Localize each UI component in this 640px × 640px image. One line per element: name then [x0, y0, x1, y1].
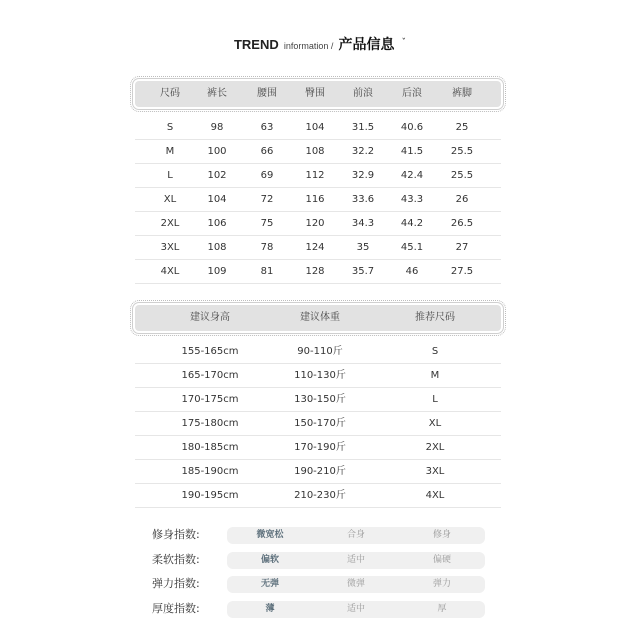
table-cell: 32.9 [351, 170, 375, 181]
table-cell: 78 [260, 242, 274, 253]
table-cell: M [430, 370, 440, 381]
table-cell: 42.4 [400, 170, 424, 181]
table-cell: 185-190cm [181, 466, 239, 477]
table-cell: 46 [405, 266, 419, 277]
index-bar [227, 601, 485, 618]
table-cell: 102 [207, 170, 227, 181]
table-cell: 43.3 [400, 194, 424, 205]
index-option: 微宽松 [256, 530, 284, 540]
column-header: 推荐尺码 [415, 312, 455, 323]
index-row [152, 526, 492, 551]
size-table [135, 81, 501, 284]
index-option: 合身 [346, 530, 365, 540]
size-table-header [135, 81, 501, 107]
index-bar [227, 576, 485, 593]
table-cell: 112 [305, 170, 325, 181]
table-cell: 170-190斤 [294, 442, 346, 453]
table-cell: XL [163, 194, 177, 205]
index-option: 修身 [432, 530, 451, 540]
index-row [152, 551, 492, 576]
table-row [135, 188, 501, 212]
table-cell: 31.5 [351, 122, 375, 133]
column-header: 臀围 [305, 88, 325, 99]
page-title [0, 34, 640, 54]
table-cell: 128 [305, 266, 325, 277]
rec-table-header [135, 305, 501, 331]
table-cell: 26.5 [450, 218, 474, 229]
table-row [135, 436, 501, 460]
index-label: 厚度指数: [152, 601, 200, 615]
table-cell: 34.3 [351, 218, 375, 229]
table-cell: XL [428, 418, 442, 429]
chevron-down-icon: ˇ [401, 38, 407, 48]
table-cell: 66 [260, 146, 274, 157]
table-cell: 35.7 [351, 266, 375, 277]
table-cell: 63 [260, 122, 274, 133]
table-cell: 32.2 [351, 146, 375, 157]
table-cell: 72 [260, 194, 274, 205]
index-option: 微弹 [346, 579, 365, 589]
table-cell: 44.2 [400, 218, 424, 229]
size-table-body [135, 116, 501, 284]
table-cell: M [165, 146, 175, 157]
table-row [135, 340, 501, 364]
column-header: 裤长 [207, 88, 227, 99]
table-row [135, 412, 501, 436]
table-cell: 120 [305, 218, 325, 229]
table-cell: 104 [207, 194, 227, 205]
table-cell: 106 [207, 218, 227, 229]
table-row [135, 236, 501, 260]
table-cell: 25.5 [450, 170, 474, 181]
table-cell: 104 [305, 122, 325, 133]
table-row [135, 460, 501, 484]
table-cell: 100 [207, 146, 227, 157]
table-cell: 108 [207, 242, 227, 253]
table-cell: 27.5 [450, 266, 474, 277]
table-cell: 155-165cm [181, 346, 239, 357]
column-header: 尺码 [160, 88, 180, 99]
table-cell: 2XL [160, 218, 180, 229]
table-cell: L [167, 170, 173, 181]
index-option: 适中 [346, 554, 365, 565]
table-cell: 2XL [425, 442, 445, 453]
table-cell: 190-210斤 [294, 466, 346, 477]
table-cell: 110-130斤 [294, 370, 346, 381]
index-option: 薄 [265, 603, 275, 614]
index-bar [227, 552, 485, 569]
title-cn: 产品信息 [338, 37, 395, 53]
index-option: 无弹 [260, 579, 279, 589]
table-cell: 109 [207, 266, 227, 277]
table-cell: 124 [305, 242, 325, 253]
table-cell: 150-170斤 [294, 418, 346, 429]
index-option: 厚 [437, 603, 447, 614]
table-cell: 175-180cm [181, 418, 239, 429]
column-header: 后浪 [402, 88, 422, 99]
index-label: 修身指数: [152, 528, 200, 541]
column-header: 建议身高 [190, 312, 230, 323]
index-option: 偏硬 [432, 554, 451, 565]
index-option: 适中 [346, 603, 365, 614]
index-bar [227, 527, 485, 544]
column-header: 腰围 [257, 88, 277, 99]
table-cell: 33.6 [351, 194, 375, 205]
table-cell: 3XL [425, 466, 445, 477]
table-cell: 40.6 [400, 122, 424, 133]
table-row [135, 388, 501, 412]
index-row [152, 575, 492, 600]
table-cell: 4XL [160, 266, 180, 277]
table-cell: 41.5 [400, 146, 424, 157]
table-cell: 180-185cm [181, 442, 239, 453]
table-cell: 25 [455, 122, 469, 133]
table-cell: 69 [260, 170, 274, 181]
table-cell: 75 [260, 218, 274, 229]
column-header: 前浪 [353, 88, 373, 99]
table-cell: 190-195cm [181, 490, 239, 501]
table-cell: 90-110斤 [297, 346, 343, 357]
table-cell: L [432, 394, 438, 405]
table-cell: 108 [305, 146, 325, 157]
table-cell: S [166, 122, 174, 133]
table-row [135, 364, 501, 388]
index-row [152, 600, 492, 625]
table-cell: 26 [455, 194, 469, 205]
table-cell: 210-230斤 [294, 490, 346, 501]
table-cell: 45.1 [400, 242, 424, 253]
table-row [135, 164, 501, 188]
table-cell: S [431, 346, 439, 357]
index-label: 弹力指数: [152, 577, 200, 590]
table-row [135, 116, 501, 140]
index-option: 偏软 [260, 554, 279, 565]
index-option: 弹力 [432, 579, 451, 589]
column-header: 建议体重 [300, 312, 340, 323]
recommendation-table [135, 305, 501, 508]
table-cell: 116 [305, 194, 325, 205]
table-row [135, 260, 501, 284]
table-cell: 170-175cm [181, 394, 239, 405]
title-en-main: TREND [233, 37, 279, 52]
table-row [135, 140, 501, 164]
index-label: 柔软指数: [152, 552, 200, 566]
rec-table-body [135, 340, 501, 508]
column-header: 裤脚 [452, 88, 472, 99]
table-cell: 130-150斤 [294, 394, 346, 405]
title-en-sub: information / [283, 41, 334, 51]
table-cell: 25.5 [450, 146, 474, 157]
table-cell: 4XL [425, 490, 445, 501]
table-cell: 98 [210, 122, 224, 133]
table-cell: 27 [455, 242, 469, 253]
table-cell: 35 [356, 242, 370, 253]
product-indices [152, 526, 492, 624]
table-row [135, 212, 501, 236]
table-cell: 3XL [160, 242, 180, 253]
table-cell: 165-170cm [181, 370, 239, 381]
table-cell: 81 [260, 266, 274, 277]
table-row [135, 484, 501, 508]
